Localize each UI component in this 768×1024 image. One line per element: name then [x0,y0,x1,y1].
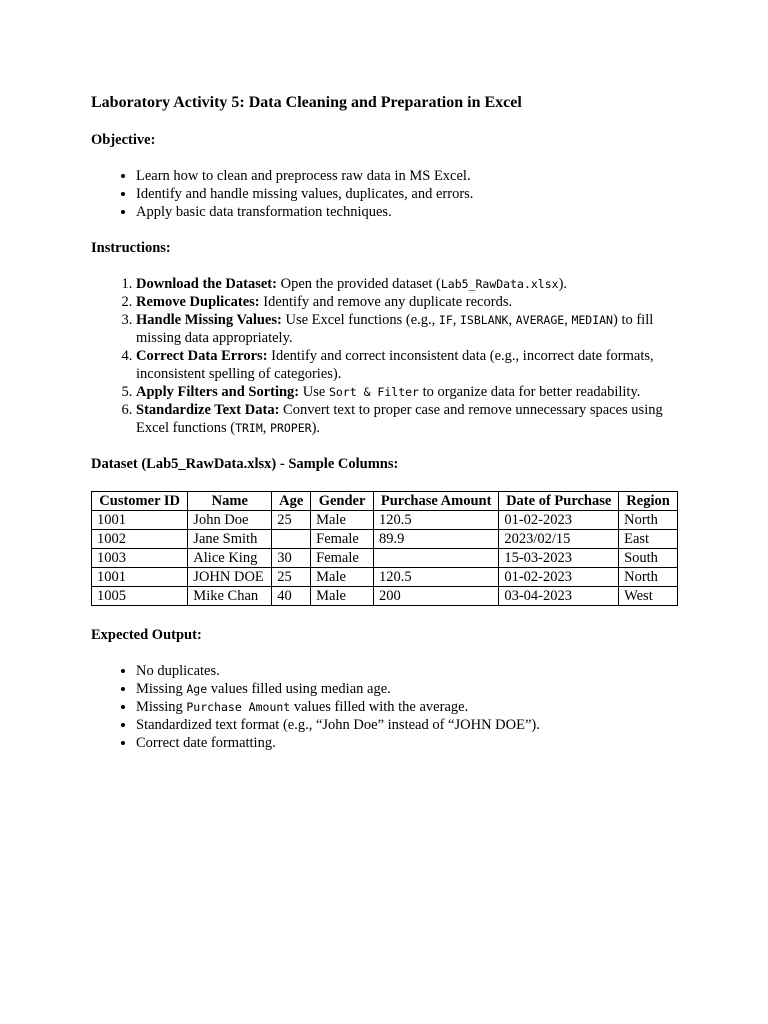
objective-list [91,167,678,221]
table-cell: 1002 [92,530,188,549]
instruction-code: Lab5_RawData.xlsx [440,277,559,291]
table-cell [272,530,311,549]
instruction-code: AVERAGE [515,313,565,327]
instruction-code: MEDIAN [571,313,613,327]
instruction-label: Standardize Text Data: [136,402,280,418]
instruction-label: Apply Filters and Sorting: [136,384,300,400]
table-row [92,549,678,568]
table-cell: Mike Chan [188,587,272,606]
expected-text: Correct date formatting. [136,735,276,751]
column-header: Age [272,492,311,511]
instruction-code: TRIM [235,421,263,435]
instruction-code: Sort & Filter [328,385,419,399]
table-cell: 1005 [92,587,188,606]
instruction-label: Correct Data Errors: [136,348,268,364]
instruction-label: Handle Missing Values: [136,312,282,328]
table-cell: 89.9 [373,530,498,549]
table-cell: 2023/02/15 [499,530,619,549]
instruction-text: Use Excel functions (e.g., [281,312,439,328]
expected-item [136,662,678,680]
table-cell: 1003 [92,549,188,568]
expected-item [136,716,678,734]
table-row [92,568,678,587]
expected-item [136,698,678,716]
table-cell: 01-02-2023 [499,568,619,587]
instruction-separator: , [452,312,460,328]
table-cell: 01-02-2023 [499,511,619,530]
dataset-table [91,491,678,606]
table-cell: 15-03-2023 [499,549,619,568]
instruction-code: PROPER [270,421,312,435]
page-title: Laboratory Activity 5: Data Cleaning and Preparation in Excel [91,94,522,111]
table-cell: 1001 [92,568,188,587]
table-cell: 25 [272,568,311,587]
instruction-text: to organize data for better readability. [418,384,641,400]
objective-heading: Objective: [91,132,156,148]
instruction-item [136,347,678,383]
table-cell: 03-04-2023 [499,587,619,606]
expected-output-heading: Expected Output: [91,627,202,643]
objective-item: • Learn how to clean and preprocess raw data in MS Excel. [136,167,678,185]
objective-item: • Identify and handle missing values, duplicates, and errors. [136,185,678,203]
table-cell: East [619,530,678,549]
objective-item: • Apply basic data transformation techniques. [136,203,678,221]
instruction-item [136,401,678,437]
expected-code: Purchase Amount [186,700,291,714]
table-cell: Female [311,530,374,549]
expected-text: values filled using median age. [207,681,391,697]
instruction-code: IF [438,313,453,327]
table-cell: 200 [373,587,498,606]
dataset-heading: Dataset (Lab5_RawData.xlsx) - Sample Columns: [91,456,399,472]
instruction-item [136,311,678,347]
table-cell: 120.5 [373,568,498,587]
instruction-label: Remove Duplicates: [136,294,260,310]
table-cell: 40 [272,587,311,606]
table-cell: Male [311,587,374,606]
instruction-text: Use [299,384,329,400]
table-cell: John Doe [188,511,272,530]
instruction-text: Open the provided dataset ( [276,276,441,292]
instruction-text: ). [558,276,568,292]
table-cell: 1001 [92,511,188,530]
expected-item [136,734,678,752]
instruction-text: ). [311,420,321,436]
table-cell: JOHN DOE [188,568,272,587]
expected-code: Age [186,682,208,696]
table-row [92,530,678,549]
instruction-separator: , [262,420,271,436]
instruction-text: Convert text to proper case and remove unnecessary spaces using Excel functions ( [136,402,663,436]
instruction-item [136,293,678,311]
expected-text: values filled with the average. [290,699,469,715]
table-row [92,587,678,606]
table-cell: Male [311,568,374,587]
table-cell [373,549,498,568]
instruction-separator: , [564,312,572,328]
table-cell: Male [311,511,374,530]
expected-output-list [91,662,678,752]
expected-text: Standardized text format (e.g., “John Doe” instead of “JOHN DOE”). [136,717,540,733]
table-cell: North [619,568,678,587]
column-header: Date of Purchase [499,492,619,511]
instruction-label: Download the Dataset: [136,276,277,292]
table-cell: Jane Smith [188,530,272,549]
column-header: Region [619,492,678,511]
expected-item [136,680,678,698]
instructions-list [91,275,678,437]
table-cell: West [619,587,678,606]
table-cell: Female [311,549,374,568]
table-cell: South [619,549,678,568]
column-header: Name [188,492,272,511]
instruction-text: Identify and remove any duplicate records. [259,294,513,310]
expected-text: Missing [136,699,187,715]
table-cell: North [619,511,678,530]
table-header-row [92,492,678,511]
expected-text: Missing [136,681,187,697]
table-row [92,511,678,530]
expected-text: No duplicates. [136,663,220,679]
instruction-item [136,275,678,293]
instruction-text: ) to fill missing data appropriately. [136,312,654,346]
instruction-code: ISBLANK [460,313,509,327]
column-header: Customer ID [92,492,188,511]
table-cell: Alice King [188,549,272,568]
instructions-heading: Instructions: [91,240,171,256]
instruction-text: Identify and correct inconsistent data (e.g., incorrect date formats, inconsistent spelling of categories). [136,348,654,382]
table-cell: 30 [272,549,311,568]
instruction-item [136,383,678,401]
table-cell: 120.5 [373,511,498,530]
instruction-separator: , [508,312,516,328]
column-header: Gender [311,492,374,511]
table-cell: 25 [272,511,311,530]
column-header: Purchase Amount [373,492,498,511]
